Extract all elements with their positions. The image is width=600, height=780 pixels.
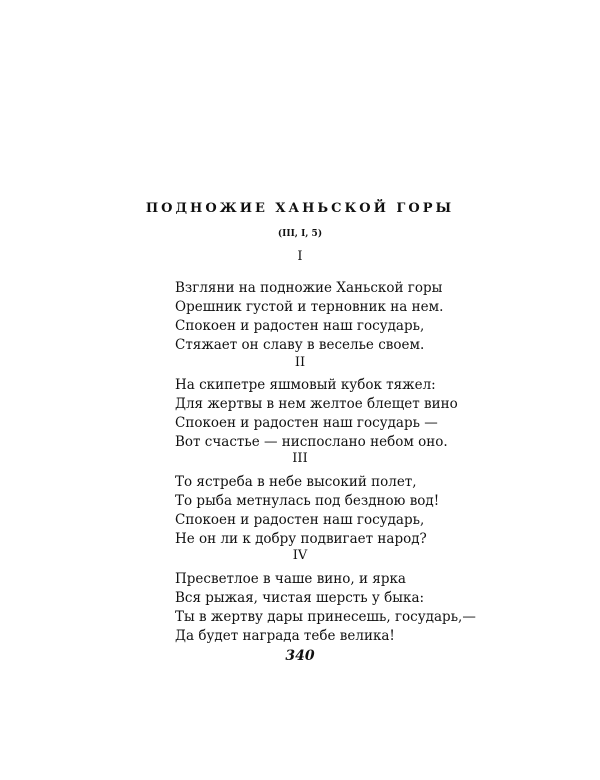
poem-reference: (III, I, 5): [277, 229, 323, 239]
stanza: [175, 279, 443, 355]
section-numeral: IV: [292, 548, 308, 563]
verse-line: Вся рыжая, чистая шерсть у быка:: [175, 590, 425, 606]
poem-title: ПОДНОЖИЕ ХАНЬСКОЙ ГОРЫ: [145, 201, 455, 216]
verse-line: Да будет награда тебе велика!: [175, 628, 395, 644]
section-numeral: II: [294, 355, 306, 370]
verse-line: Спокоен и радостен наш государь —: [175, 415, 438, 431]
verse-line: Стяжает он славу в веселье своем.: [175, 337, 425, 353]
section-numeral: III: [292, 451, 308, 466]
stanza: [175, 473, 439, 549]
verse-line: Орешник густой и терновник на нем.: [175, 299, 444, 315]
verse-line: На скипетре яшмовый кубок тяжел:: [175, 377, 436, 393]
verse-line: То рыба метнулась под бездною вод!: [175, 493, 440, 509]
verse-line: То ястреба в небе высокий полет,: [175, 474, 417, 490]
verse-line: Не он ли к добру подвигает народ?: [175, 531, 427, 547]
verse-line: Спокоен и радостен наш государь,: [175, 512, 425, 528]
verse-line: Ты в жертву дары принесешь, государь,—: [175, 609, 476, 625]
verse-line: Для жертвы в нем желтое блещет вино: [175, 396, 458, 412]
verse-line: Вот счастье — ниспослано небом оно.: [175, 434, 448, 450]
verse-line: Спокоен и радостен наш государь,: [175, 318, 425, 334]
page-number: 340: [285, 648, 315, 664]
stanza: [175, 570, 476, 646]
verse-line: Взгляни на подножие Ханьской горы: [175, 280, 443, 296]
stanza: [175, 376, 458, 452]
section-numeral: I: [297, 249, 303, 264]
verse-line: Пресветлое в чаше вино, и ярка: [175, 571, 406, 587]
